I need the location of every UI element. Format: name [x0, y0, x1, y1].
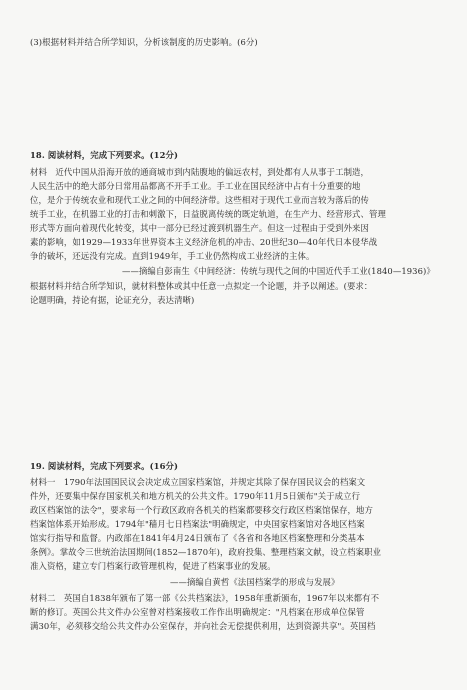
q18-material-line: 形式等方面向着现代化转变，其中一部分已经过渡到机器生产。但这一过程由于受到外来因: [30, 223, 369, 233]
q18-material-line: 人民生活中的绝大部分日常用品都离不开手工业。手工业在国民经济中占有十分重要的地: [30, 181, 361, 191]
q18-material-line: 材料 近代中国从沿海开放的通商城市到内陆腹地的偏远农村，到处都有人从事于工制造，: [30, 167, 369, 177]
q19-material1-line: 馆实行指导和监督。内政部在1841年4月24日颁布了《各省和各地区档案整理和分类基本: [30, 533, 365, 543]
q18-material-line: 素的影响，如1929—1933年世界资本主义经济危机的冲击、20世纪30—40年代日本侵华战: [30, 237, 378, 247]
q17-part3-prompt: (3)根据材料并结合所学知识，分析该制度的历史影响。(6分): [30, 37, 258, 47]
q18-material-line: 位，是介于传统农业和现代工业之间的中间经济带。这些相对于现代工业而言较为落后的传: [30, 195, 369, 205]
q19-material1-line: 准入资格，建立专门档案行政管理机构，促进了档案事业的发展。: [30, 561, 276, 571]
q19-material2-line: 断的修订。英国公共文件办公室曾对档案接收工作作出明确规定："凡档案在形成单位保管: [30, 607, 365, 617]
q19-material1-line: 件外，还要集中保存国家机关和地方机关的公共文件。1790年11月5日颁布"关于成立行: [30, 491, 361, 501]
q19-material1-line: 条例》。掌故令三世统治法国期间(1852—1870年)，政府投集、整理档案文献，设立档案职业: [30, 547, 382, 557]
q18-task-line: 根据材料并结合所学知识，就材料整体或其中任意一点拟定一个论题，并予以阐述。(要求：: [30, 281, 373, 291]
q19-material2-line: 满30年，必须移交给公共文件办公室保存，并向社会无偿提供利用，达到资源共享"。英国档: [30, 621, 376, 631]
q18-material-line: 统手工业，在机器工业的打击和刺激下，日益脱离传统的既定轨道，在生产力、经营形式、管理: [30, 209, 386, 219]
q18-material-line: 争的破坏，还远没有完成。直到1949年，手工业仍然构成工业经济的主体。: [30, 251, 315, 261]
q18-task-line: 论题明确，持论有据，论证充分，表达清晰): [30, 295, 195, 305]
q18-source: ——摘编自彭南生《中间经济：传统与现代之间的中国近代手工业(1840—1936)》: [122, 266, 435, 276]
q19-material1-line: 政区档案馆的法令"，要求每一个行政区政府各机关的档案都要移交行政区档案馆保存，地方: [30, 505, 373, 515]
q19-title: 19. 阅读材料，完成下列要求。(16分): [30, 461, 179, 471]
q19-material1-source: ——摘编自黄哲《法国档案学的形成与发展》: [170, 577, 340, 587]
q18-title: 18. 阅读材料，完成下列要求。(12分): [30, 150, 179, 160]
q19-material2-line: 材料二 英国自1838年颁布了第一部《公共档案法》，1958年重新颁布，1967年以来都有不: [30, 593, 380, 603]
q19-material1-line: 档案馆体系开始形成。1794年"穑月七日档案法"明确规定，中央国家档案馆对各地区档案: [30, 519, 365, 529]
q19-material1-line: 材料一 1790年法国国民议会决定成立国家档案馆，并规定其除了保存国民议会的档案文: [30, 477, 366, 487]
